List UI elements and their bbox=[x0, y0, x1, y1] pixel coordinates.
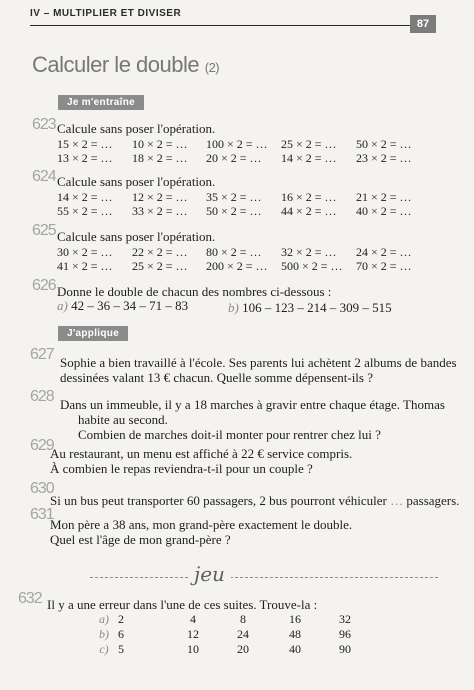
exercise-632-instruction: Il y a une erreur dans l'une de ces suites. Trouve-la : bbox=[47, 597, 318, 612]
exercise-623-operations bbox=[57, 137, 427, 165]
exercise-625-instruction: Calcule sans poser l'opération. bbox=[57, 229, 216, 244]
exercise-number-626: 626 bbox=[32, 277, 56, 294]
text-line: dessinées valant 13 € chacun. Quelle somme dépensent-ils ? bbox=[60, 370, 373, 385]
lesson-title-part: (2) bbox=[204, 60, 220, 75]
exercise-629-text bbox=[50, 446, 352, 476]
sequence-row-b bbox=[90, 627, 368, 642]
value-cell: 20 bbox=[237, 642, 249, 656]
part-a-numbers: 42 – 36 – 34 – 71 – 83 bbox=[71, 298, 189, 313]
part-b-numbers: 106 – 123 – 214 – 309 – 515 bbox=[242, 300, 392, 315]
operation: 10 × 2 = … bbox=[132, 137, 188, 151]
part-label-b: b) bbox=[228, 300, 239, 315]
value-cell: 6 bbox=[118, 627, 124, 641]
exercise-number-623: 623 bbox=[32, 116, 56, 133]
text-part: passagers. bbox=[406, 493, 460, 508]
operation: 12 × 2 = … bbox=[132, 190, 188, 204]
banner-apply: J'applique bbox=[58, 326, 128, 341]
sequences-table bbox=[90, 612, 368, 657]
operation: 100 × 2 = … bbox=[206, 137, 268, 151]
part-label-a: a) bbox=[57, 298, 68, 313]
exercise-number-632: 632 bbox=[18, 590, 42, 607]
row-label: a) bbox=[99, 612, 109, 626]
exercise-631-text bbox=[50, 517, 352, 547]
operation: 13 × 2 = … bbox=[57, 151, 113, 165]
exercise-624-operations bbox=[57, 190, 427, 218]
value-cell: 8 bbox=[240, 612, 246, 626]
operation: 50 × 2 = … bbox=[206, 204, 262, 218]
exercise-number-629: 629 bbox=[30, 437, 54, 454]
text-line: À combien le repas reviendra-t-il pour un couple ? bbox=[50, 461, 313, 476]
row-label: b) bbox=[99, 627, 109, 641]
lesson-title-main: Calculer le double bbox=[32, 52, 200, 77]
value-cell: 90 bbox=[339, 642, 351, 656]
operation: 14 × 2 = … bbox=[57, 190, 113, 204]
value-cell: 48 bbox=[289, 627, 301, 641]
exercise-number-630: 630 bbox=[30, 480, 54, 497]
operation: 40 × 2 = … bbox=[356, 204, 412, 218]
text-part: Si un bus peut transporter 60 passagers, 2 bus pourront véhiculer bbox=[50, 493, 387, 508]
operation: 55 × 2 = … bbox=[57, 204, 113, 218]
operation: 44 × 2 = … bbox=[281, 204, 337, 218]
operation: 32 × 2 = … bbox=[281, 245, 337, 259]
value-cell: 16 bbox=[289, 612, 301, 626]
operation: 25 × 2 = … bbox=[132, 259, 188, 273]
operation: 80 × 2 = … bbox=[206, 245, 262, 259]
exercise-number-627: 627 bbox=[30, 346, 54, 363]
value-cell: 96 bbox=[339, 627, 351, 641]
operation: 24 × 2 = … bbox=[356, 245, 412, 259]
operation: 200 × 2 = … bbox=[206, 259, 268, 273]
lesson-title bbox=[32, 52, 219, 78]
operation: 18 × 2 = … bbox=[132, 151, 188, 165]
operation: 15 × 2 = … bbox=[57, 137, 113, 151]
operation: 70 × 2 = … bbox=[356, 259, 412, 273]
operation: 50 × 2 = … bbox=[356, 137, 412, 151]
text-line: Dans un immeuble, il y a 18 marches à gravir entre chaque étage. Thomas bbox=[60, 397, 445, 412]
text-line: habite au second. bbox=[78, 412, 168, 427]
section-title: IV – MULTIPLIER ET DIVISER bbox=[30, 8, 182, 19]
value-cell: 5 bbox=[118, 642, 124, 656]
text-line: Sophie a bien travaillé à l'école. Ses parents lui achètent 2 albums de bandes bbox=[60, 355, 457, 370]
value-cell: 10 bbox=[187, 642, 199, 656]
page-number: 87 bbox=[410, 15, 436, 33]
row-label: c) bbox=[99, 642, 109, 656]
sequence-row-a bbox=[90, 612, 368, 627]
operation: 35 × 2 = … bbox=[206, 190, 262, 204]
jeu-divider bbox=[90, 577, 438, 579]
exercise-626-part-a bbox=[57, 298, 188, 313]
operation: 14 × 2 = … bbox=[281, 151, 337, 165]
exercise-number-631: 631 bbox=[30, 506, 54, 523]
operation: 21 × 2 = … bbox=[356, 190, 412, 204]
operation: 30 × 2 = … bbox=[57, 245, 113, 259]
text-line: Au restaurant, un menu est affiché à 22 € service compris. bbox=[50, 446, 353, 461]
operation: 33 × 2 = … bbox=[132, 204, 188, 218]
text-line: Mon père a 38 ans, mon grand-père exactement le double. bbox=[50, 517, 353, 532]
text-line: Quel est l'âge de mon grand-père ? bbox=[50, 532, 231, 547]
value-cell: 2 bbox=[118, 612, 124, 626]
exercise-623-instruction: Calcule sans poser l'opération. bbox=[57, 121, 216, 136]
sequence-row-c bbox=[90, 642, 368, 657]
operation: 16 × 2 = … bbox=[281, 190, 337, 204]
text-line: Combien de marches doit-il monter pour rentrer chez lui ? bbox=[78, 427, 381, 442]
exercise-627-text bbox=[60, 355, 457, 385]
exercise-number-628: 628 bbox=[30, 388, 54, 405]
exercise-628-text bbox=[60, 397, 445, 442]
value-cell: 32 bbox=[339, 612, 351, 626]
jeu-heading: jeu bbox=[188, 562, 231, 586]
exercise-number-624: 624 bbox=[32, 168, 56, 185]
exercise-625-operations bbox=[57, 245, 427, 273]
operation: 20 × 2 = … bbox=[206, 151, 262, 165]
operation: 500 × 2 = … bbox=[281, 259, 343, 273]
exercise-626-instruction: Donne le double de chacun des nombres ci-dessous : bbox=[57, 284, 332, 299]
exercise-624-instruction: Calcule sans poser l'opération. bbox=[57, 174, 216, 189]
banner-practice: Je m'entraîne bbox=[58, 95, 144, 110]
operation: 23 × 2 = … bbox=[356, 151, 412, 165]
answer-blank: … bbox=[390, 493, 404, 508]
value-cell: 24 bbox=[237, 627, 249, 641]
operation: 22 × 2 = … bbox=[132, 245, 188, 259]
header-divider bbox=[30, 25, 430, 26]
value-cell: 40 bbox=[289, 642, 301, 656]
value-cell: 12 bbox=[187, 627, 199, 641]
operation: 25 × 2 = … bbox=[281, 137, 337, 151]
value-cell: 4 bbox=[190, 612, 196, 626]
exercise-number-625: 625 bbox=[32, 222, 56, 239]
exercise-626-part-b bbox=[228, 300, 392, 315]
operation: 41 × 2 = … bbox=[57, 259, 113, 273]
exercise-630-text bbox=[50, 493, 459, 508]
